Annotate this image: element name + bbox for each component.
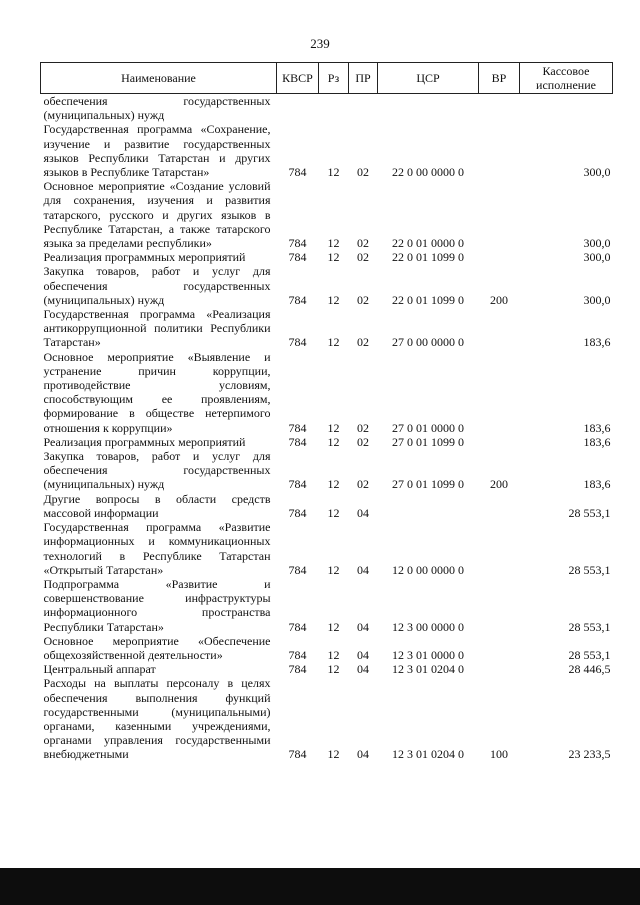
header-name: Наименование xyxy=(41,63,277,94)
header-vr: ВР xyxy=(479,63,520,94)
cell-amount: 300,0 xyxy=(583,165,611,180)
table-row xyxy=(41,520,613,577)
cell-csr xyxy=(378,492,479,520)
table-row xyxy=(41,634,613,662)
cell-name: Основное мероприятие «Обеспечение общехозяйственной деятельности» xyxy=(43,633,271,662)
cell-name: Расходы на выплаты персоналу в целях обеспечения выполнения функций государственными (муниципальными) органами, казенными учреждениями, органами управления государственными внебюджетными xyxy=(43,676,271,762)
cell-pr: 02 xyxy=(357,434,369,449)
cell-rz: 12 xyxy=(327,434,340,449)
cell-kvsr xyxy=(277,94,319,123)
cell-rz: 12 xyxy=(327,647,340,662)
cell-pr: 02 xyxy=(357,250,369,265)
cell-amount: 28 553,1 xyxy=(568,647,611,662)
cell-name: Государственная программа «Реализация антикоррупционной политики Республики Татарстан» xyxy=(43,307,271,350)
cell-rz: 12 xyxy=(327,335,340,350)
cell-rz xyxy=(319,94,349,123)
cell-csr: 22 0 01 0000 0 xyxy=(392,236,464,251)
cell-name: Центральный аппарат xyxy=(43,662,156,677)
cell-name: Государственная программа «Сохранение, изучение и развитие государственных языков Республики Татарстан и других языков в Республике Татарстан» xyxy=(43,122,271,180)
cell-name: обеспечения государственных (муниципальных) нужд xyxy=(43,94,271,123)
cell-rz: 12 xyxy=(327,236,340,251)
cell-vr: 200 xyxy=(490,477,508,492)
cell-kvsr: 784 xyxy=(288,420,307,435)
cell-csr xyxy=(378,94,479,123)
cell-csr: 12 3 01 0204 0 xyxy=(392,747,464,762)
cell-kvsr: 784 xyxy=(288,477,307,492)
cell-name: Подпрограмма «Развитие и совершенствование инфраструктуры информационного пространства Республики Татарстан» xyxy=(43,576,271,634)
cell-kvsr: 784 xyxy=(288,250,307,265)
cell-rz: 12 xyxy=(327,165,340,180)
cell-kvsr: 784 xyxy=(288,647,307,662)
table-row xyxy=(41,662,613,676)
cell-csr: 12 3 01 0000 0 xyxy=(392,647,464,662)
cell-rz: 12 xyxy=(327,562,340,577)
cell-kvsr: 784 xyxy=(288,562,307,577)
cell-csr: 27 0 01 1099 0 xyxy=(392,477,464,492)
cell-name: Основное мероприятие «Выявление и устранение причин коррупции, противодействие условиям, способствующим ее проявлениям, формирование в обществе нетерпимого отношения к коррупции» xyxy=(43,349,271,435)
cell-kvsr: 784 xyxy=(288,236,307,251)
cell-kvsr: 784 xyxy=(288,747,307,762)
cell-name: Реализация программных мероприятий xyxy=(43,250,246,265)
scan-bottom-border xyxy=(0,868,640,905)
cell-kvsr: 784 xyxy=(288,335,307,350)
cell-csr: 27 0 00 0000 0 xyxy=(392,335,464,350)
cell-pr: 04 xyxy=(357,662,369,677)
table-row xyxy=(41,122,613,179)
cell-vr xyxy=(479,492,520,520)
cell-name: Государственная программа «Развитие информационных и коммуникационных технологий в Республике Татарстан «Открытый Татарстан» xyxy=(43,520,271,577)
cell-vr xyxy=(479,577,520,634)
cell-kvsr: 784 xyxy=(288,505,307,520)
cell-name: Основное мероприятие «Создание условий для сохранения, изучения и развития татарского, русского и других языков в Республике Татарстан, а также татарского языка за пределами республики» xyxy=(43,179,271,251)
cell-kvsr: 784 xyxy=(288,165,307,180)
cell-amount xyxy=(520,94,613,123)
cell-vr xyxy=(479,179,520,250)
cell-amount: 183,6 xyxy=(583,335,611,350)
cell-vr xyxy=(479,520,520,577)
cell-rz: 12 xyxy=(327,250,340,265)
cell-vr xyxy=(479,350,520,435)
cell-kvsr: 784 xyxy=(288,292,307,307)
cell-csr: 22 0 01 1099 0 xyxy=(392,292,464,307)
table-row xyxy=(41,676,613,761)
cell-rz: 12 xyxy=(327,662,340,677)
cell-vr xyxy=(479,662,520,676)
header-kvsr: КВСР xyxy=(277,63,319,94)
cell-kvsr: 784 xyxy=(288,619,307,634)
cell-csr: 12 0 00 0000 0 xyxy=(392,562,464,577)
cell-csr: 27 0 01 1099 0 xyxy=(392,434,464,449)
table-row xyxy=(41,350,613,435)
cell-amount: 300,0 xyxy=(583,292,611,307)
cell-amount: 28 553,1 xyxy=(568,505,611,520)
cell-pr: 02 xyxy=(357,165,369,180)
cell-pr: 04 xyxy=(357,562,369,577)
cell-name: Реализация программных мероприятий xyxy=(43,434,246,449)
table-row xyxy=(41,179,613,250)
cell-pr: 02 xyxy=(357,477,369,492)
header-pr: ПР xyxy=(349,63,378,94)
cell-csr: 12 3 01 0204 0 xyxy=(392,662,464,677)
page-number: 239 xyxy=(310,36,330,51)
header-csr: ЦСР xyxy=(378,63,479,94)
table-header-row xyxy=(41,63,613,94)
table-row xyxy=(41,264,613,307)
cell-pr: 04 xyxy=(357,647,369,662)
table-body xyxy=(41,94,613,762)
cell-vr xyxy=(479,122,520,179)
header-rz: Рз xyxy=(319,63,349,94)
cell-amount: 183,6 xyxy=(583,434,611,449)
table-row xyxy=(41,435,613,449)
cell-rz: 12 xyxy=(327,619,340,634)
cell-amount: 23 233,5 xyxy=(568,747,611,762)
cell-amount: 183,6 xyxy=(583,420,611,435)
cell-pr: 04 xyxy=(357,505,369,520)
cell-rz: 12 xyxy=(327,420,340,435)
cell-amount: 300,0 xyxy=(583,236,611,251)
cell-csr: 27 0 01 0000 0 xyxy=(392,420,464,435)
cell-rz: 12 xyxy=(327,292,340,307)
table-row xyxy=(41,307,613,350)
cell-rz: 12 xyxy=(327,477,340,492)
cell-vr: 200 xyxy=(490,292,508,307)
cell-vr xyxy=(479,634,520,662)
cell-vr xyxy=(479,94,520,123)
cell-pr: 02 xyxy=(357,292,369,307)
cell-pr: 02 xyxy=(357,236,369,251)
cell-vr xyxy=(479,307,520,350)
cell-pr: 02 xyxy=(357,420,369,435)
cell-csr: 22 0 01 1099 0 xyxy=(392,250,464,265)
cell-vr: 100 xyxy=(490,747,508,762)
cell-rz: 12 xyxy=(327,747,340,762)
cell-csr: 22 0 00 0000 0 xyxy=(392,165,464,180)
cell-kvsr: 784 xyxy=(288,434,307,449)
cell-amount: 28 553,1 xyxy=(568,619,611,634)
cell-vr xyxy=(479,250,520,264)
cell-rz: 12 xyxy=(327,505,340,520)
cell-name: Другие вопросы в области средств массовой информации xyxy=(43,491,271,520)
cell-name: Закупка товаров, работ и услуг для обеспечения государственных (муниципальных) нужд xyxy=(43,264,271,307)
budget-table xyxy=(40,62,613,762)
cell-csr: 12 3 00 0000 0 xyxy=(392,619,464,634)
table-row xyxy=(41,449,613,492)
cell-kvsr: 784 xyxy=(288,662,307,677)
table-row xyxy=(41,492,613,520)
cell-amount: 183,6 xyxy=(583,477,611,492)
table-row xyxy=(41,94,613,123)
cell-vr xyxy=(479,435,520,449)
header-amount: Кассовое исполнение xyxy=(520,63,613,94)
table-row xyxy=(41,250,613,264)
cell-amount: 28 553,1 xyxy=(568,562,611,577)
cell-pr xyxy=(349,94,378,123)
table-row xyxy=(41,577,613,634)
cell-pr: 04 xyxy=(357,619,369,634)
cell-amount: 28 446,5 xyxy=(568,662,611,677)
cell-name: Закупка товаров, работ и услуг для обеспечения государственных (муниципальных) нужд xyxy=(43,449,271,492)
cell-pr: 02 xyxy=(357,335,369,350)
cell-amount: 300,0 xyxy=(583,250,611,265)
cell-pr: 04 xyxy=(357,747,369,762)
